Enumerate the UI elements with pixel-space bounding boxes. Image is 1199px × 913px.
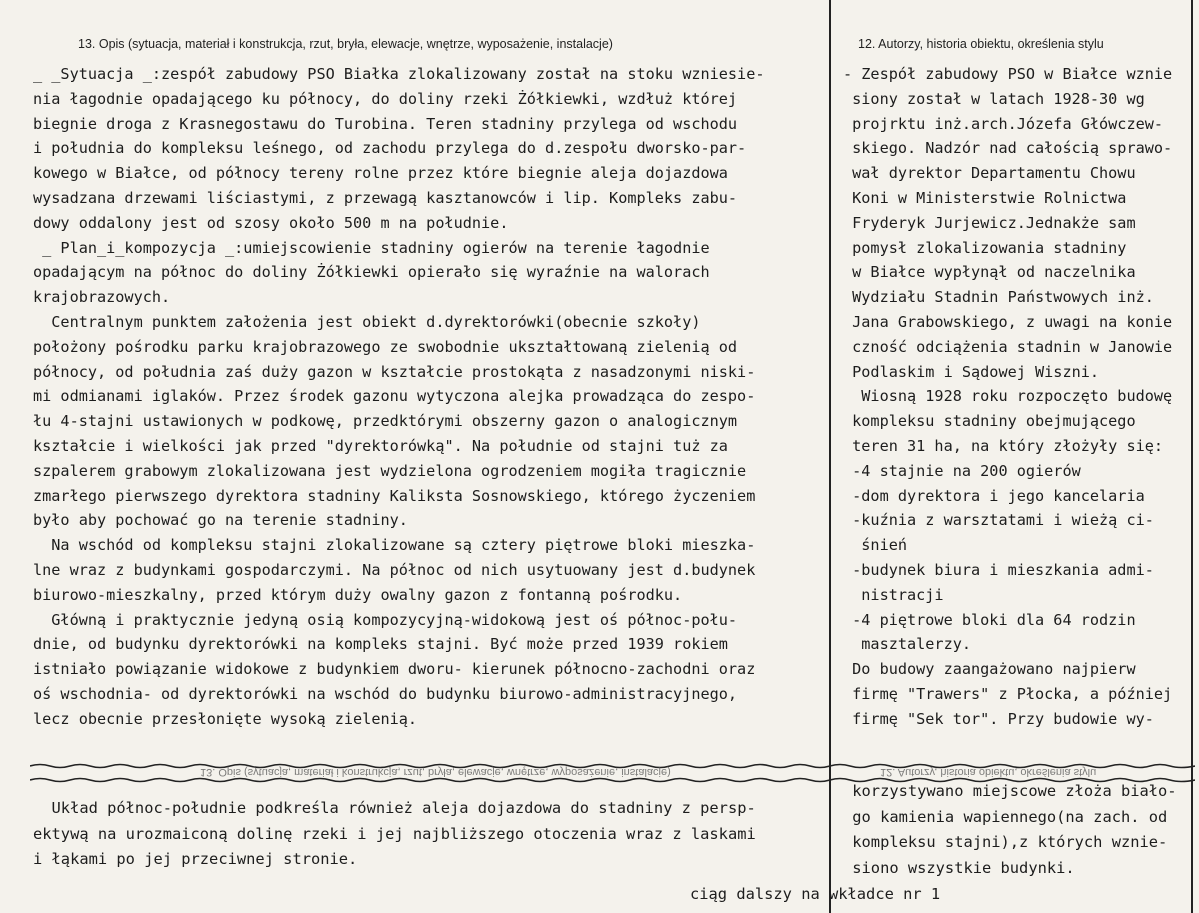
text-line: lne wraz z budynkami gospodarczymi. Na północ od nich usytuowany jest d.budynek (33, 560, 756, 579)
text-line: siono wszystkie budynki. (843, 858, 1075, 877)
text-line: -4 piętrowe bloki dla 64 rodzin (843, 610, 1136, 629)
text-line: kowego w Białce, od północy tereny rolne przez które biegnie aleja dojazdowa (33, 164, 728, 183)
text-line: _ Plan_i_kompozycja _:umiejscowienie stadniny ogierów na terenie łagodnie (33, 238, 710, 257)
text-line: kompleksu stadniny obejmującego (843, 412, 1136, 431)
text-line: Układ północ-południe podkreśla również aleja dojazdowa do stadniny z persp- (33, 799, 756, 817)
text-line: opadającym na północ do doliny Żółkiewki opierało się wyraźnie na walorach (33, 263, 710, 282)
description-text (33, 62, 765, 732)
section-13-header: 13. Opis (sytuacja, materiał i konstrukcja, rzut, bryła, elewacje, wnętrze, wyposażenie, instalacje) (78, 37, 613, 51)
section-12-header: 12. Autorzy, historia obiektu, określenia stylu (858, 37, 1104, 51)
text-line: zmarłego pierwszego dyrektora stadniny Kaliksta Sosnowskiego, którego życzeniem (33, 486, 756, 505)
mirrored-header-right: 12. Autorzy, historia obiektu, określenia stylu (880, 766, 1097, 778)
text-line: ektywą na urozmaiconą dolinę rzeki i jej najbliższego otoczenia wraz z laskami (33, 824, 756, 843)
text-line: Na wschód od kompleksu stajni zlokalizowane są cztery piętrowe bloki mieszka- (33, 536, 756, 555)
text-line: teren 31 ha, na który złożyły się: (843, 436, 1164, 455)
text-line: lecz obecnie przesłonięte wysoką zielenią. (33, 709, 418, 728)
text-line: czność odciążenia stadnin w Janowie (843, 337, 1173, 356)
text-line: siony został w latach 1928-30 wg (843, 89, 1145, 108)
text-line: Wydziału Stadnin Państwowych inż. (843, 288, 1154, 307)
text-line: nistracji (843, 585, 944, 604)
text-line: Do budowy zaangażowano najpierw (843, 660, 1136, 679)
text-line: szpalerem grabowym zlokalizowana jest wydzielona ogrodzeniem mogiła tragicznie (33, 461, 747, 480)
text-line: Podlaskim i Sądowej Wiszni. (843, 362, 1100, 381)
text-line: oś wschodnia- od dyrektorówki na wschód do budynku biurowo-administracyjnego, (33, 684, 738, 703)
text-line: i południa do kompleksu leśnego, od zachodu przylega do d.zespołu dworsko-par- (33, 139, 747, 158)
text-line: dnie, od budynku dyrektorówki na kompleks stajni. Być może przed 1939 rokiem (33, 635, 728, 654)
text-line: biegnie droga z Krasnegostawu do Turobina. Teren stadniny przylega od wschodu (33, 114, 738, 133)
text-line: -4 stajnie na 200 ogierów (843, 461, 1081, 480)
text-line: skiego. Nadzór nad całością sprawo- (843, 139, 1173, 158)
history-text (843, 62, 1193, 732)
text-line: firmę "Trawers" z Płocka, a później (843, 684, 1173, 703)
text-line: i łąkami po jej przeciwnej stronie. (33, 850, 358, 868)
mirrored-header-left: 13. Opis (sytuacja, materiał i konstrukcja, rzut, bryła, elewacje, wnętrze, wyposażenie, instalacje) (200, 766, 671, 778)
text-line: mi odmianami iglaków. Przez środek gazonu wytyczona alejka prowadząca do zespo- (33, 387, 756, 406)
text-line: wysadzana drzewami liściastymi, z przewagą kasztanowców i lip. Kompleks zabu- (33, 188, 738, 207)
text-line: Wiosną 1928 roku rozpoczęto budowę (843, 387, 1173, 406)
text-line: firmę "Sek tor". Przy budowie wy- (843, 709, 1154, 728)
text-line: go kamienia wapiennego(na zach. od (843, 807, 1168, 826)
text-line: w Białce wypłynął od naczelnika (843, 263, 1136, 282)
text-line: nia łagodnie opadającego ku północy, do doliny rzeki Żółkiewki, wzdłuż której (33, 89, 738, 108)
text-line: dowy oddalony jest od szosy około 500 m na południe. (33, 213, 509, 232)
text-line: położony pośrodku parku krajobrazowego ze swobodnie ukształtowaną zielenią od (33, 337, 738, 356)
history-continuation (843, 779, 1193, 881)
text-line: korzystywano miejscowe złoża biało- (843, 782, 1177, 800)
text-line: północy, od południa zaś duży gazon w kształcie prostokąta z nasadzonymi niski- (33, 362, 756, 381)
text-line: _ _Sytuacja _:zespół zabudowy PSO Białka zlokalizowany został na stoku wzniesie- (33, 65, 765, 83)
text-line: kształcie i wielkości jak przed "dyrektorówką". Na południe od stajni tuż za (33, 436, 728, 455)
text-line: Centralnym punktem założenia jest obiekt d.dyrektorówki(obecnie szkoły) (33, 312, 701, 331)
description-continuation (33, 796, 756, 873)
text-line: pomysł zlokalizowania stadniny (843, 238, 1127, 257)
text-line: -kuźnia z warsztatami i wieżą ci- (843, 511, 1154, 530)
text-line: - Zespół zabudowy PSO w Białce wznie (843, 65, 1173, 83)
text-line: istniało powiązanie widokowe z budynkiem dworu- kierunek północno-zachodni oraz (33, 660, 756, 679)
text-line: śnień (843, 536, 908, 555)
text-line: -dom dyrektora i jego kancelaria (843, 486, 1145, 505)
text-line: -budynek biura i mieszkania admi- (843, 560, 1154, 579)
text-line: kompleksu stajni),z których wznie- (843, 833, 1168, 851)
continuation-note: ciąg dalszy na wkładce nr 1 (690, 885, 941, 903)
text-line: Koni w Ministerstwie Rolnictwa (843, 188, 1127, 207)
text-line: biurowo-mieszkalny, przed którym duży owalny gazon z fontanną pośrodku. (33, 585, 683, 604)
text-line: było aby pochować go na terenie stadniny. (33, 511, 408, 530)
text-line: Jana Grabowskiego, z uwagi na konie (843, 312, 1173, 331)
text-line: łu 4-stajni ustawionych w podkowę, przedktórymi obszerny gazon o analogicznym (33, 412, 738, 431)
text-line: wał dyrektor Departamentu Chowu (843, 164, 1136, 183)
text-line: masztalerzy. (843, 635, 972, 654)
text-line: projrktu inż.arch.Józefa Główczew- (843, 114, 1164, 133)
text-line: Główną i praktycznie jedyną osią kompozycyjną-widokową jest oś północ-połu- (33, 610, 738, 629)
text-line: krajobrazowych. (33, 288, 171, 307)
text-line: Fryderyk Jurjewicz.Jednakże sam (843, 213, 1136, 232)
